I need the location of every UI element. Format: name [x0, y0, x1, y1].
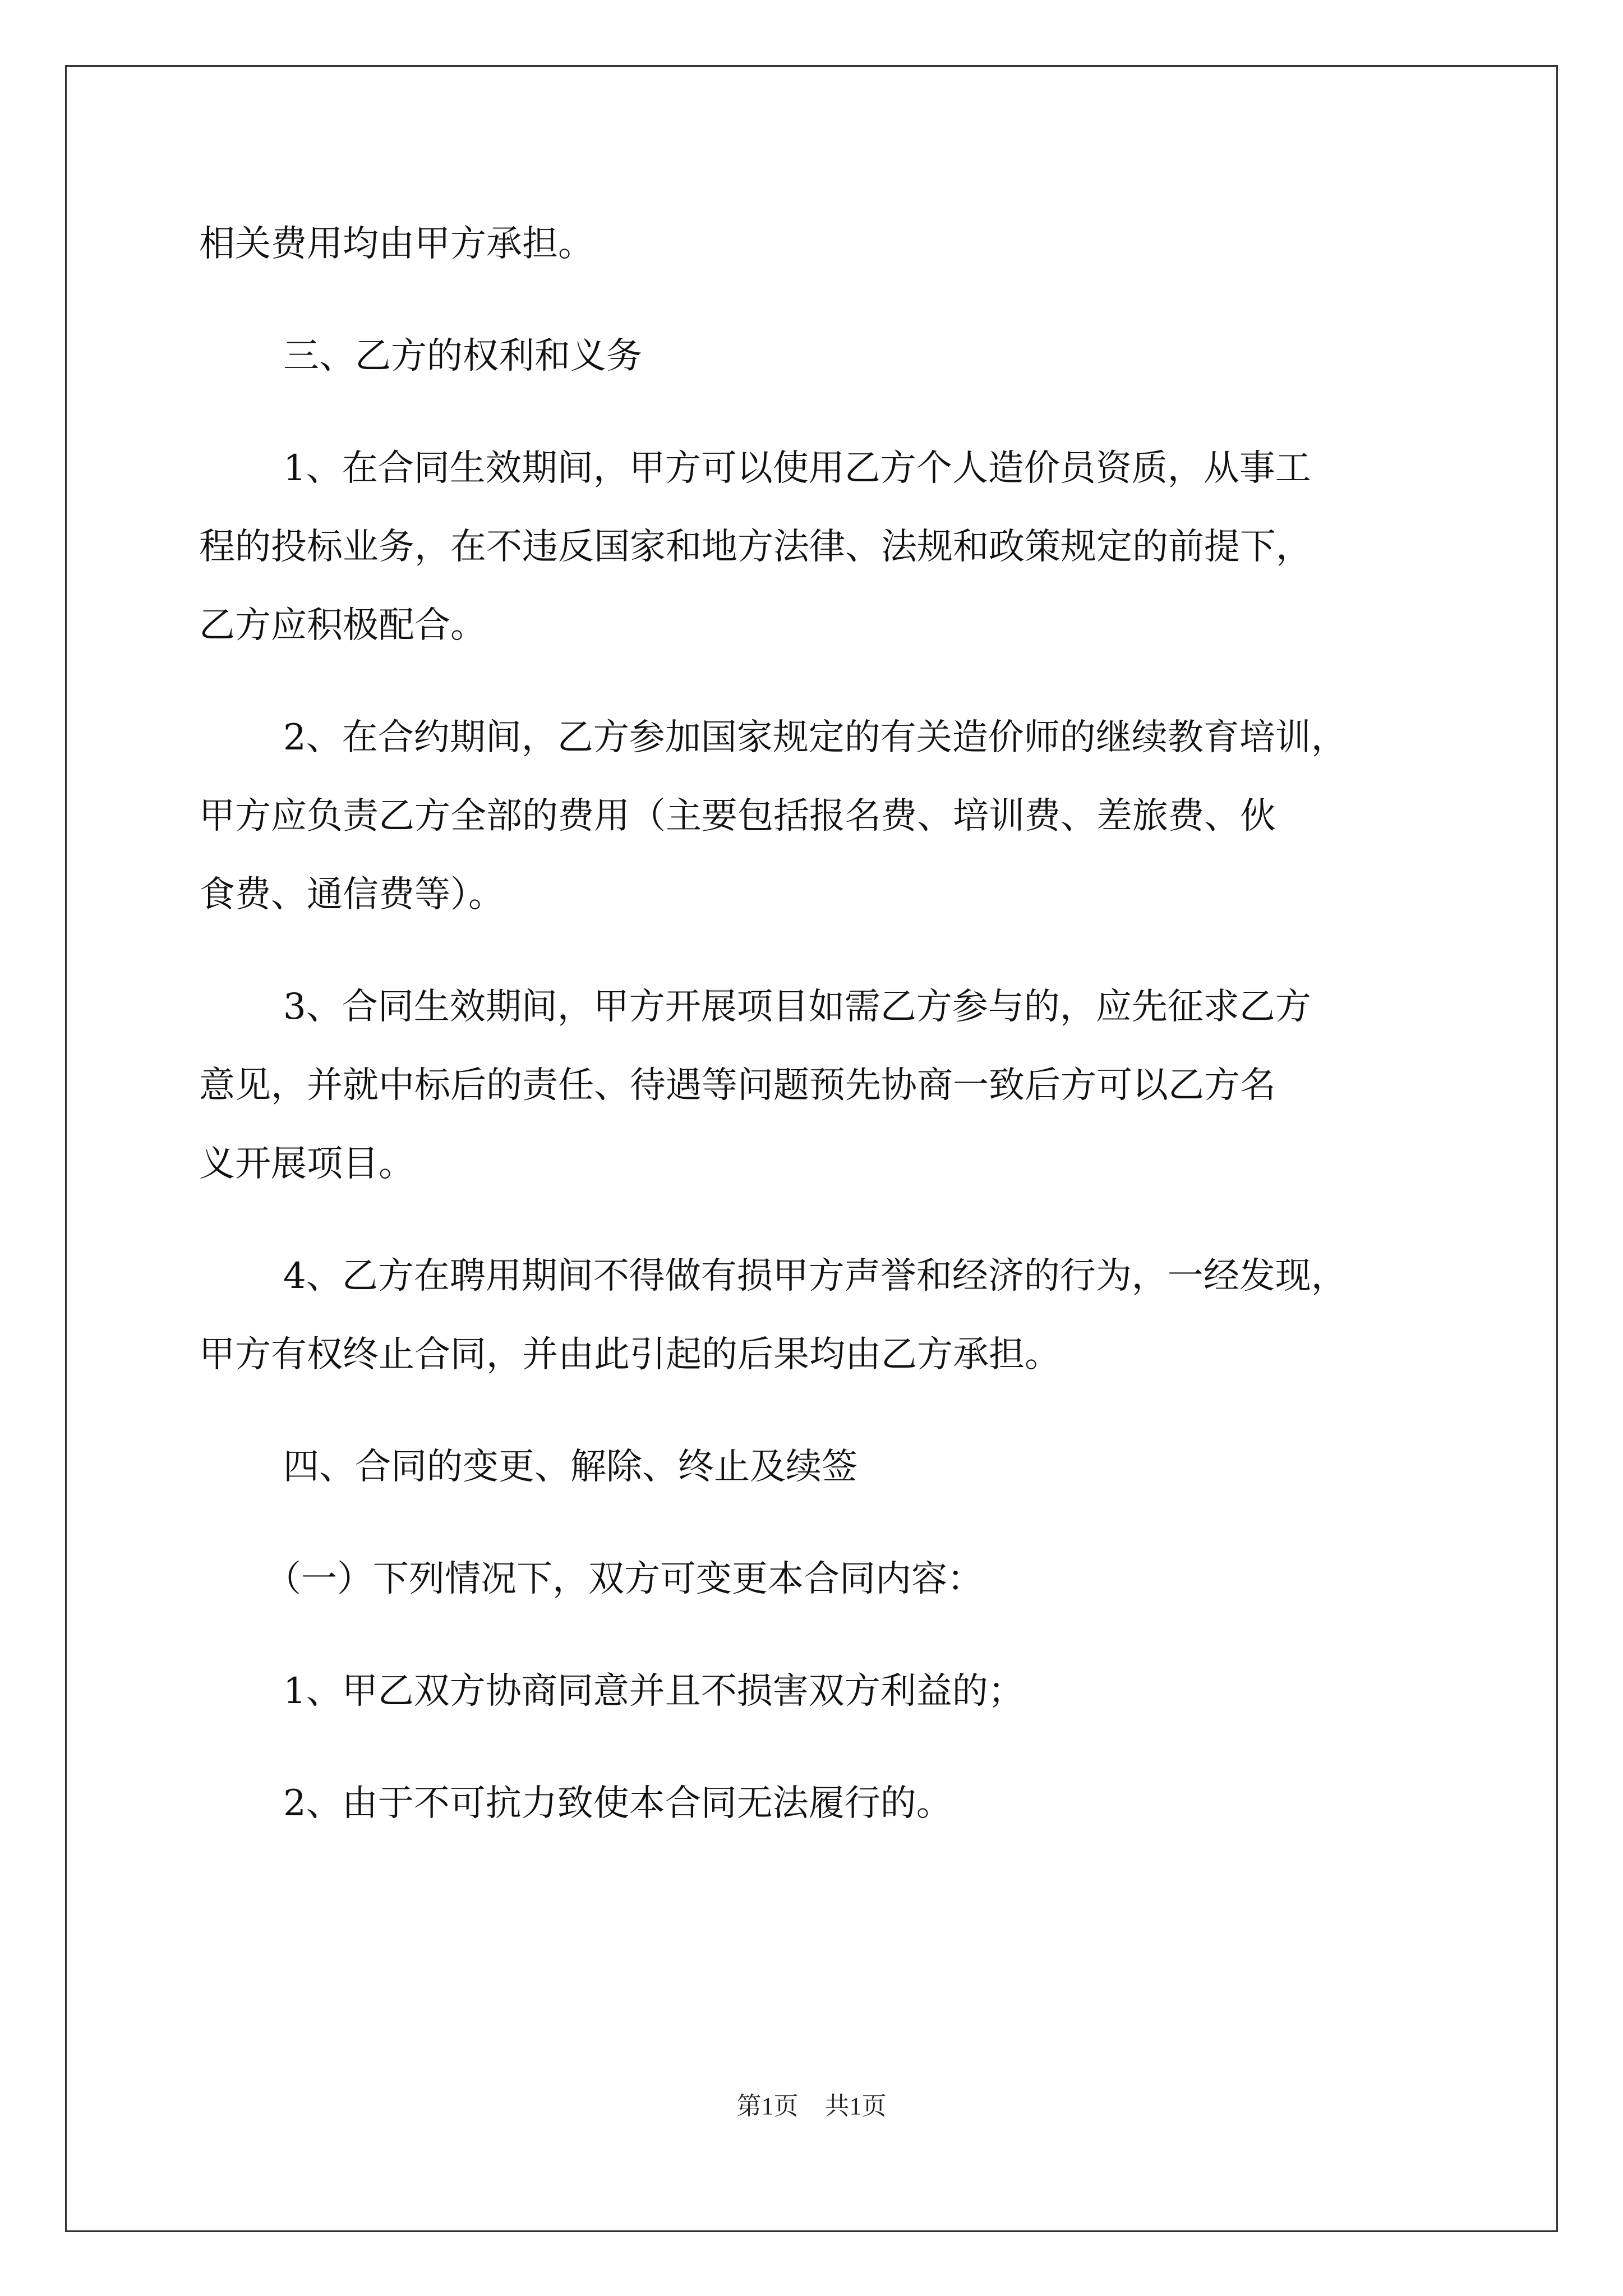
page-total: 共1页 — [824, 2092, 887, 2120]
paragraph-line: 甲方有权终止合同，并由此引起的后果均由乙方承担。 — [199, 1334, 1061, 1375]
paragraph-line: 2、在合约期间，乙方参加国家规定的有关造价师的继续教育培训， — [283, 717, 1347, 758]
paragraph-line: 4、乙方在聘用期间不得做有损甲方声誉和经济的行为，一经发现， — [283, 1255, 1347, 1297]
paragraph-line: 程的投标业务，在不违反国家和地方法律、法规和政策规定的前提下， — [199, 526, 1312, 568]
paragraph-line: 义开展项目。 — [199, 1143, 414, 1185]
paragraph-line: 食费、通信费等）。 — [199, 874, 504, 915]
page-number: 第1页 — [736, 2092, 799, 2120]
paragraph-line: 1、甲乙双方协商同意并且不损害双方利益的； — [283, 1671, 1024, 1712]
paragraph-line: 3、合同生效期间，甲方开展项目如需乙方参与的，应先征求乙方 — [283, 986, 1311, 1028]
paragraph-line: 意见，并就中标后的责任、待遇等问题预先协商一致后方可以乙方名 — [199, 1065, 1276, 1106]
section-heading: 四、合同的变更、解除、终止及续签 — [283, 1446, 857, 1488]
page-footer — [0, 2086, 1623, 2122]
paragraph-line: 相关费用均由甲方承担。 — [199, 223, 594, 265]
paragraph-line: 乙方应积极配合。 — [199, 605, 486, 646]
paragraph-line: 1、在合同生效期间，甲方可以使用乙方个人造价员资质，从事工 — [283, 448, 1311, 489]
paragraph-line: 2、由于不可抗力致使本合同无法履行的。 — [283, 1783, 952, 1824]
paragraph-line: 甲方应负责乙方全部的费用（主要包括报名费、培训费、差旅费、伙 — [199, 795, 1276, 837]
paragraph-line: （一）下列情况下，双方可变更本合同内容： — [265, 1558, 983, 1600]
section-heading: 三、乙方的权利和义务 — [283, 335, 642, 377]
document-body — [199, 0, 1433, 2296]
